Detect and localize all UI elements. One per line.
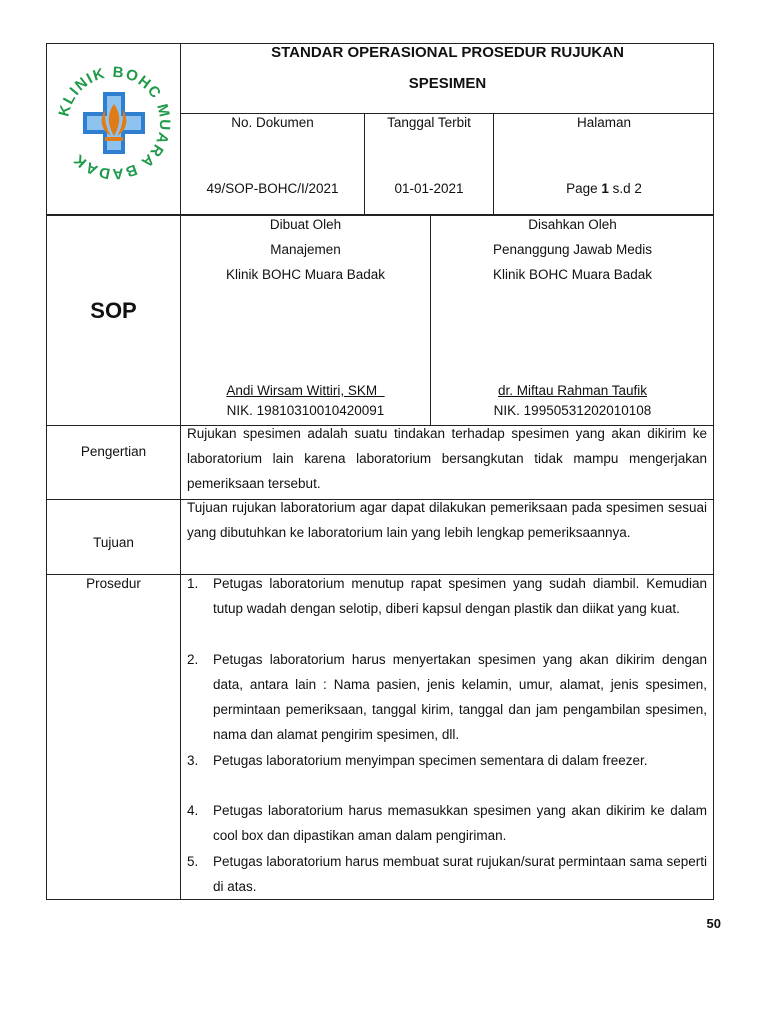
clinic-logo	[55, 64, 173, 182]
issue-date-label: Tanggal Terbit	[387, 115, 471, 130]
document-title-line1: STANDAR OPERASIONAL PROSEDUR RUJUKAN	[271, 44, 624, 61]
page-label: Halaman	[576, 115, 632, 130]
step-number: 4.	[187, 803, 199, 818]
page-value: Page 1 s.d 2	[566, 181, 642, 196]
approved-by-name: dr. Miftau Rahman Taufik	[497, 383, 648, 398]
procedure-step: Petugas laboratorium harus menyertakan spesimen yang akan dikirim dengan data, antara lain : Nama pasien, jenis kelamin, umur, alamat, jenis spesimen, permintaan pemeriksaan, tanggal kirim, tanggal dan jam pengambilan spesimen, nama dan alamat pengirim spesimen, dll.	[213, 652, 707, 742]
procedure-step: Petugas laboratorium harus memasukkan spesimen yang akan dikirim ke dalam cool box dan dipastikan aman dalam pengiriman.	[213, 803, 707, 843]
tujuan-label: Tujuan	[93, 535, 134, 550]
sop-label: SOP	[90, 298, 137, 323]
step-number: 2.	[187, 652, 199, 667]
step-number: 1.	[187, 576, 199, 591]
pengertian-label: Pengertian	[80, 444, 147, 459]
procedure-step: Petugas laboratorium harus membuat surat rujukan/surat permintaan sama seperti di atas.	[213, 854, 707, 894]
approved-by-heading: Disahkan Oleh	[528, 217, 617, 232]
procedure-step: Petugas laboratorium menutup rapat spesimen yang sudah diambil. Kemudian tutup wadah dengan selotip, diberi kapsul dengan plastik dan diikat yang kuat.	[213, 576, 707, 616]
doc-no-label: No. Dokumen	[231, 115, 314, 130]
issue-date-value: 01-01-2021	[394, 181, 464, 196]
sop-document	[46, 43, 714, 900]
approved-by-line1: Penanggung Jawab Medis	[492, 242, 653, 257]
made-by-line2: Klinik BOHC Muara Badak	[225, 267, 386, 282]
prosedur-label: Prosedur	[86, 576, 141, 591]
procedure-step: Petugas laboratorium menyimpan specimen sementara di dalam freezer.	[213, 753, 648, 768]
made-by-nik: NIK. 19810310010420091	[226, 403, 385, 418]
svg-text:KLINIK BOHC MUARA BADAK: KLINIK BOHC MUARA BADAK	[55, 64, 173, 182]
approved-by-line2: Klinik BOHC Muara Badak	[492, 267, 653, 282]
step-number: 5.	[187, 854, 199, 869]
tujuan-text: Tujuan rujukan laboratorium agar dapat dilakukan pemeriksaan pada spesimen sesuai yang dibutuhkan ke laboratorium lain yang lebih lengkap pemeriksaannya.	[187, 500, 707, 540]
made-by-name: Andi Wirsam Wittiri, SKM	[226, 383, 385, 398]
step-number: 3.	[187, 753, 199, 768]
page-number: 50	[706, 916, 721, 931]
pengertian-text: Rujukan spesimen adalah suatu tindakan terhadap spesimen yang akan dikirim ke laboratorium lain karena laboratorium bersangkutan tidak mampu mengerjakan pemeriksaan tersebut.	[187, 426, 707, 491]
doc-no-value: 49/SOP-BOHC/I/2021	[206, 181, 339, 196]
made-by-heading: Dibuat Oleh	[269, 217, 342, 232]
approved-by-nik: NIK. 19950531202010108	[493, 403, 652, 418]
made-by-line1: Manajemen	[270, 242, 341, 257]
document-title-line2: SPESIMEN	[408, 75, 487, 92]
column-divider	[180, 44, 181, 900]
